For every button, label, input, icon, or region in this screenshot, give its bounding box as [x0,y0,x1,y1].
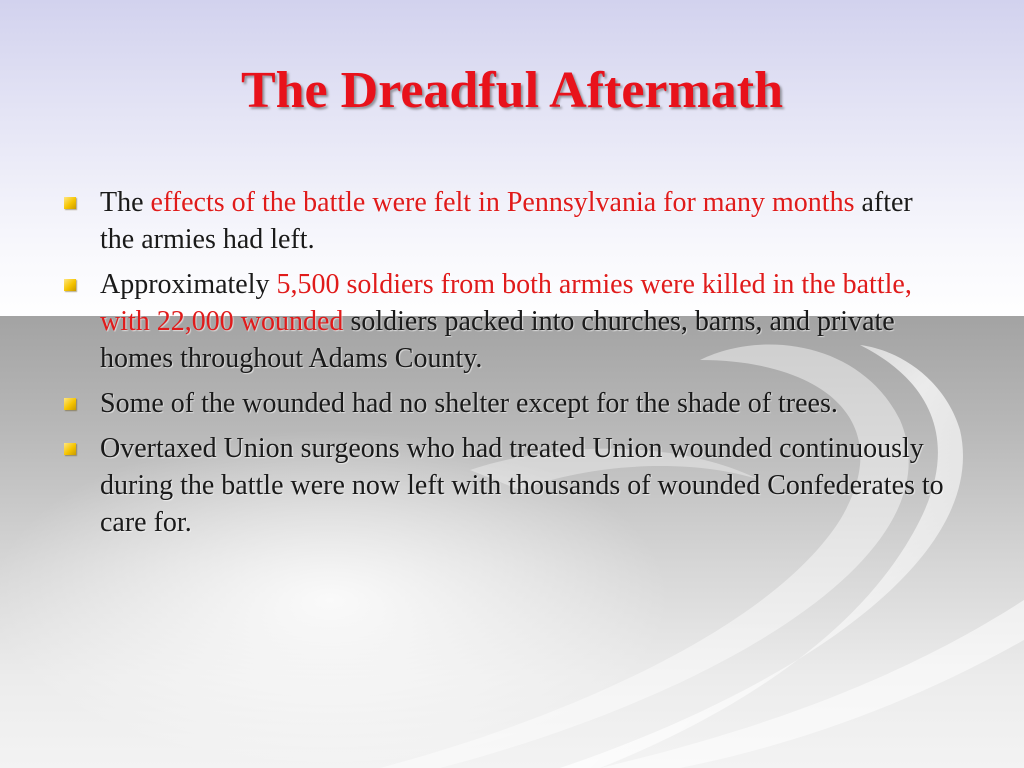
bullet-item [62,385,952,422]
bullet-item [62,184,952,258]
bullet-text-segment: Overtaxed Union surgeons who had treated Union wounded continuously during the battle were now left with thousands of wounded Confederates to care for. [100,433,944,538]
bullet-item [62,266,952,377]
bullet-text [100,269,912,374]
bullet-text-highlight: 5,500 soldiers from both armies were killed in the battle, with 22,000 wounded [100,269,912,337]
bullet-text-segment: The [100,187,151,218]
bullet-text-segment: Approximately [100,269,277,300]
bullet-list [62,184,952,549]
bullet-text-segment: Some of the wounded had no shelter except for the shade of trees. [100,388,838,419]
bullet-text-segment: after the armies had left. [100,187,913,255]
bullet-item [62,430,952,541]
bullet-square-icon [64,197,76,209]
bullet-square-icon [64,279,76,291]
bullet-text [100,388,838,419]
bullet-text [100,433,944,538]
bullet-text [100,187,913,255]
bullet-text-highlight: effects of the battle were felt in Pennsylvania for many months [150,187,855,218]
bullet-text-segment: soldiers packed into churches, barns, and private homes throughout Adams County. [100,306,895,374]
bullet-square-icon [64,443,76,455]
slide-title: The Dreadful Aftermath [240,62,784,119]
bullet-square-icon [64,398,76,410]
